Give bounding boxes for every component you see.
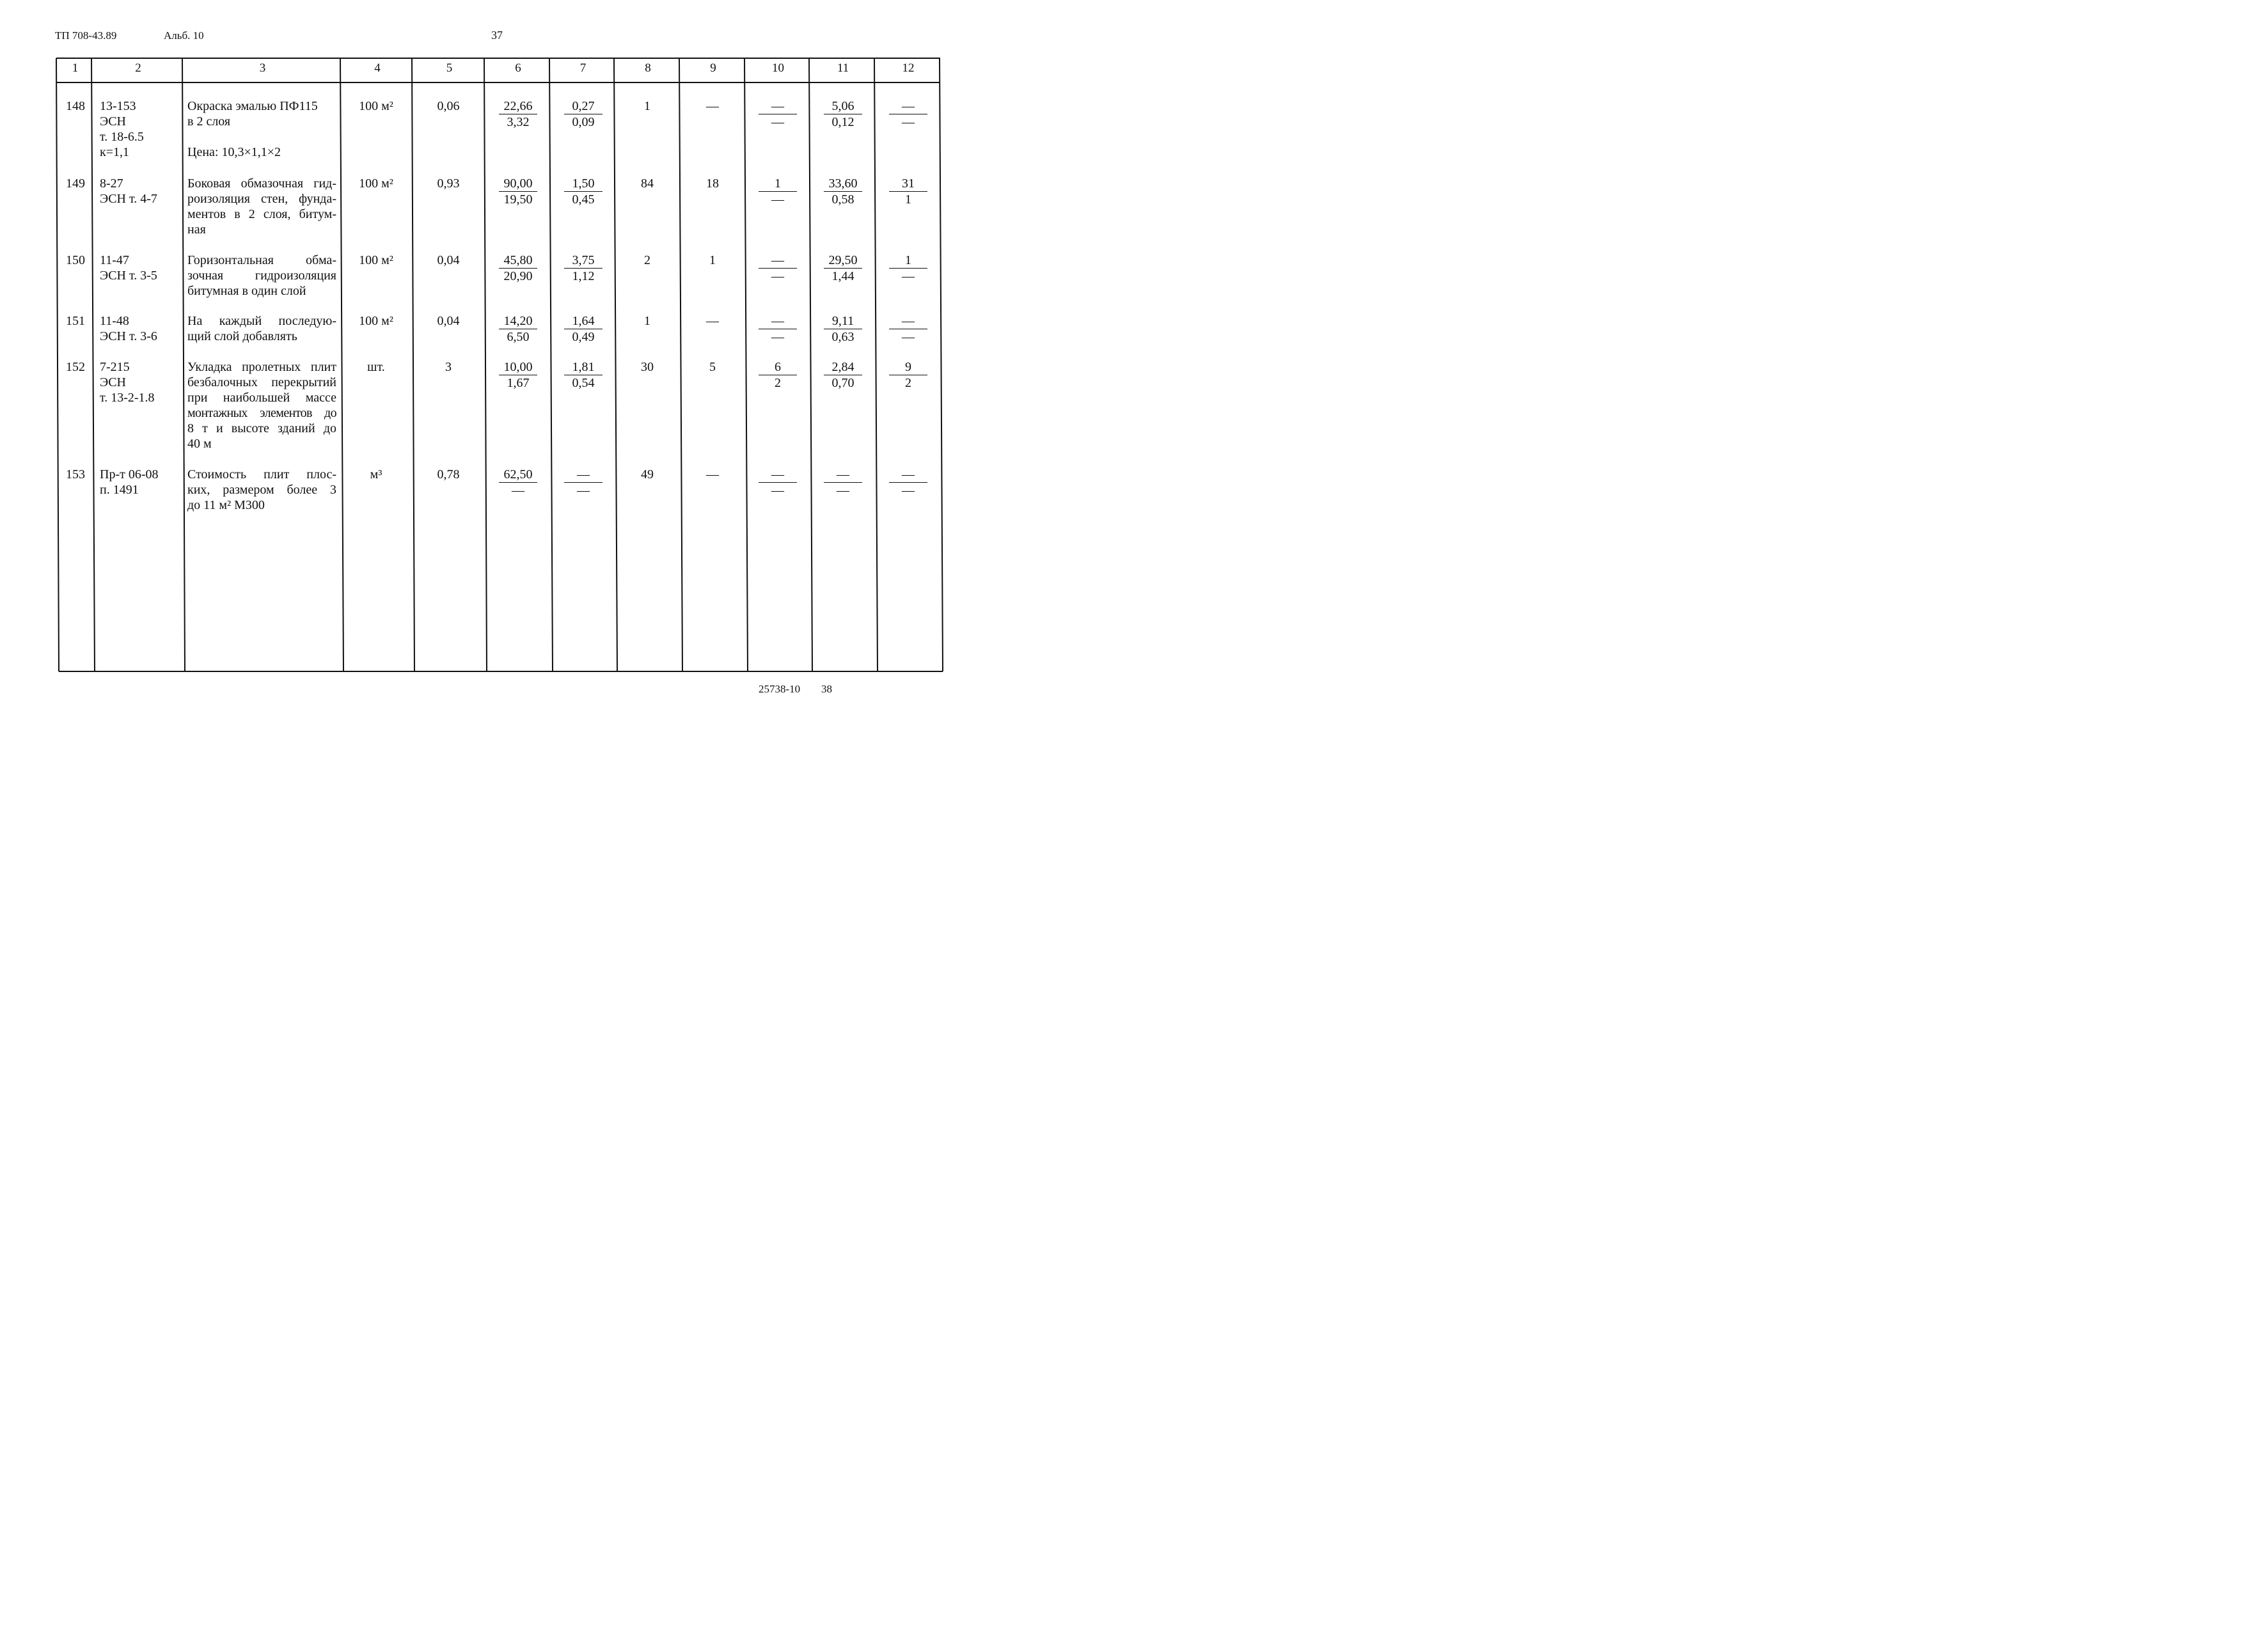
quantity: 0,04 [437,253,460,267]
fraction-col-10: — — [759,98,797,130]
fraction-col-6: $\frac{10,00}{1,67}$ [499,359,537,391]
fraction-col-11: $\frac{2,84}{0,70}$ [824,359,862,391]
value-col-8: 1 [644,314,650,328]
column-header-9: 9 [710,61,716,75]
fraction-col-12: — — [889,313,927,345]
fraction-col-7: $\frac{0,27}{0,09}$ [564,98,602,130]
fraction-col-11: $\frac{9,11}{0,63}$ [824,313,862,345]
fraction-col-7: — — [564,467,602,498]
unit: 100 м² [359,99,393,113]
quantity: 0,06 [437,99,460,113]
column-header-2: 2 [135,61,141,75]
value-col-8: 2 [644,253,650,267]
fraction-col-10: $\frac{6}{2}$ [759,359,797,391]
value-col-8: 1 [644,99,650,113]
fraction-col-6: $\frac{22,66}{3,32}$ [499,98,537,130]
column-header-3: 3 [259,61,266,75]
column-header-11: 11 [837,61,849,75]
page-number: 37 [491,29,503,42]
column-divider [744,58,748,671]
fraction-col-10: — — [759,467,797,498]
column-header-7: 7 [579,61,587,75]
fraction-col-12: — — [889,98,927,130]
norm-code: 11-48 ЭСН т. 3-6 [100,314,157,343]
value-col-9: 1 [709,253,716,267]
column-divider [940,58,943,671]
column-header-8: 8 [645,61,651,75]
column-divider [549,58,553,671]
norm-code: 8-27 ЭСН т. 4-7 [100,176,157,206]
column-divider [484,58,487,671]
quantity: 0,93 [437,176,460,191]
fraction-col-12: $\frac{9}{2}$ [889,359,927,391]
unit: 100 м² [359,253,393,267]
column-header-5: 5 [446,61,453,75]
norm-code: 7-215 ЭСН т. 13-2-1.8 [100,360,155,405]
quantity: 3 [445,360,452,374]
fraction-col-6: 62,50 — [499,467,537,498]
fraction-col-7: $\frac{3,75}{1,12}$ [564,253,602,284]
work-description: Укладка пролетных плит безбалочных перекрытий при наибольшей массе монтажных элементов до 8 т и высоте зданий до 40 м [187,360,336,451]
row-number: 152 [66,360,85,374]
row-number: 148 [66,99,85,113]
footer-page-number: 38 [821,683,832,695]
row-number: 149 [66,176,85,191]
fraction-col-11: $\frac{29,50}{1,44}$ [824,253,862,284]
fraction-col-7: $\frac{1,50}{0,45}$ [564,176,602,207]
norm-code: Пр-т 06-08 п. 1491 [100,467,159,497]
fraction-col-7: $\frac{1,81}{0,54}$ [564,359,602,391]
work-description: Горизонтальная обма- зочная гидроизоляция битумная в один слой [187,253,336,298]
unit: 100 м² [359,176,393,191]
value-col-9: 18 [706,176,719,191]
value-col-9: — [706,314,719,328]
row-number: 150 [66,253,85,267]
fraction-col-11: $\frac{33,60}{0,58}$ [824,176,862,207]
row-number: 151 [66,314,85,328]
fraction-col-12: $\frac{31}{1}$ [889,176,927,207]
column-header-10: 10 [772,61,784,75]
work-description: Боковая обмазочная гид- роизоляция стен, фунда- ментов в 2 слоя, битум- ная [187,176,336,237]
unit: м³ [370,467,382,481]
column-header-12: 12 [902,61,915,75]
value-col-9: — [706,99,719,113]
column-divider [874,58,878,671]
column-divider [809,58,812,671]
column-header-1: 1 [72,61,79,75]
fraction-col-10: — — [759,313,797,345]
fraction-col-12: — — [889,467,927,498]
unit: 100 м² [359,314,393,328]
norm-code: 13-153 ЭСН т. 18-6.5 к=1,1 [100,99,144,159]
row-number: 153 [66,467,85,481]
work-description: Окраска эмалью ПФ115 в 2 слоя Цена: 10,3×1,1×2 [187,98,336,160]
fraction-col-12: 1 — [889,253,927,284]
norm-code: 11-47 ЭСН т. 3-5 [100,253,157,283]
fraction-col-6: $\frac{14,20}{6,50}$ [499,313,537,345]
fraction-col-10: — — [759,253,797,284]
fraction-col-11: $\frac{5,06}{0,12}$ [824,98,862,130]
footer-document-code: 25738-10 [759,683,801,695]
value-col-9: — [706,467,719,481]
value-col-8: 49 [641,467,654,481]
album-number: Альб. 10 [164,29,204,42]
quantity: 0,78 [437,467,460,481]
work-description: На каждый последую- щий слой добавлять [187,314,336,343]
fraction-col-6: $\frac{90,00}{19,50}$ [499,176,537,207]
fraction-col-11: — — [824,467,862,498]
value-col-9: 5 [709,360,716,374]
column-header-6: 6 [515,61,521,75]
fraction-col-10: 1 — [759,176,797,207]
unit: шт. [367,360,385,374]
quantity: 0,04 [437,314,460,328]
work-description: Стоимость плит плос- ких, размером более 3 до 11 м² М300 [187,467,336,512]
value-col-8: 30 [641,360,654,374]
fraction-col-6: $\frac{45,80}{20,90}$ [499,253,537,284]
column-header-4: 4 [374,61,381,75]
fraction-col-7: $\frac{1,64}{0,49}$ [564,313,602,345]
document-code: ТП 708-43.89 [55,29,117,42]
price-note: Цена: 10,3×1,1×2 [187,145,281,159]
value-col-8: 84 [641,176,654,191]
